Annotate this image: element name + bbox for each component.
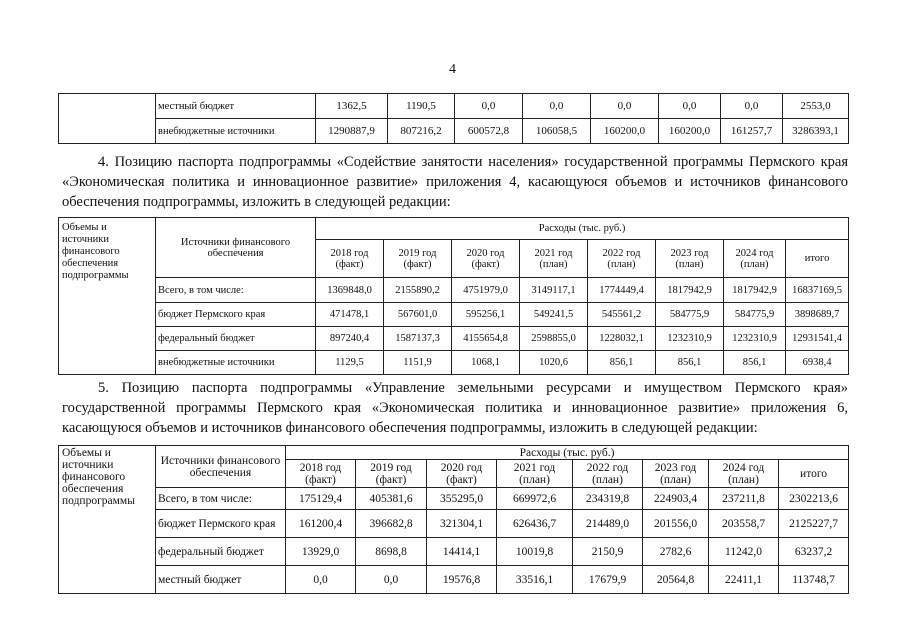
value-cell: 856,1 [588,351,656,375]
year-header: 2024 год (план) [709,460,779,488]
value-cell: 595256,1 [452,303,520,327]
empty-cell [59,94,156,144]
value-cell: 237211,8 [709,488,779,510]
value-cell: 17679,9 [573,566,643,594]
source-cell: Всего, в том числе: [156,488,286,510]
year-header: 2021 год (план) [520,240,588,278]
value-cell: 3149117,1 [520,278,588,303]
value-cell: 2125227,7 [779,510,849,538]
value-cell: 4155654,8 [452,327,520,351]
value-cell: 1190,5 [388,94,455,119]
value-cell: 175129,4 [286,488,356,510]
value-cell: 355295,0 [427,488,497,510]
value-cell: 2782,6 [643,538,709,566]
value-cell: 4751979,0 [452,278,520,303]
value-cell: 897240,4 [316,327,384,351]
year-header: 2022 год (план) [573,460,643,488]
value-cell: 0,0 [659,94,721,119]
year-header: 2020 год (факт) [452,240,520,278]
value-cell: 3286393,1 [783,119,849,144]
value-cell: 11242,0 [709,538,779,566]
year-header: 2024 год (план) [724,240,786,278]
source-cell: бюджет Пермского края [156,303,316,327]
value-cell: 161257,7 [721,119,783,144]
paragraph-5: 5. Позицию паспорта подпрограммы «Управление земельными ресурсами и имуществом Пермского края» государственной программы Пермского края «Экономическая политика и инновационное развитие» приложения 6, касающуюся объемов и источников финансового обеспечения подпрограммы, изложить в следующей редакции: [62,380,848,436]
value-cell: 14414,1 [427,538,497,566]
value-cell: 0,0 [591,94,659,119]
value-cell: 2598855,0 [520,327,588,351]
value-cell: 22411,1 [709,566,779,594]
value-cell: 19576,8 [427,566,497,594]
continued-funding-table [58,93,849,144]
value-cell: 405381,6 [356,488,427,510]
value-cell: 321304,1 [427,510,497,538]
value-cell: 549241,5 [520,303,588,327]
volumes-header: Объемы и источники финансового обеспечения подпрограммы [59,446,156,594]
value-cell: 1290887,9 [316,119,388,144]
value-cell: 2155890,2 [384,278,452,303]
value-cell: 471478,1 [316,303,384,327]
value-cell: 13929,0 [286,538,356,566]
value-cell: 160200,0 [659,119,721,144]
value-cell: 1362,5 [316,94,388,119]
value-cell: 1129,5 [316,351,384,375]
value-cell: 33516,1 [497,566,573,594]
value-cell: 807216,2 [388,119,455,144]
table-row [59,510,849,538]
source-cell: внебюджетные источники [156,351,316,375]
value-cell: 1232310,9 [724,327,786,351]
year-header: 2019 год (факт) [356,460,427,488]
expenses-header: Расходы (тыс. руб.) [316,218,849,240]
table-row [59,303,849,327]
funding-table-4 [58,217,849,375]
value-cell: 2150,9 [573,538,643,566]
value-cell: 234319,8 [573,488,643,510]
value-cell: 63237,2 [779,538,849,566]
source-cell: федеральный бюджет [156,327,316,351]
expenses-header: Расходы (тыс. руб.) [286,446,849,460]
value-cell: 1587137,3 [384,327,452,351]
value-cell: 567601,0 [384,303,452,327]
year-header: 2018 год (факт) [316,240,384,278]
value-cell: 584775,9 [656,303,724,327]
source-cell: внебюджетные источники [156,119,316,144]
value-cell: 20564,8 [643,566,709,594]
value-cell: 203558,7 [709,510,779,538]
value-cell: 2302213,6 [779,488,849,510]
value-cell: 8698,8 [356,538,427,566]
year-header: 2018 год (факт) [286,460,356,488]
volumes-header: Объемы и источники финансового обеспечения подпрограммы [59,218,156,375]
value-cell: 3898689,7 [786,303,849,327]
value-cell: 584775,9 [724,303,786,327]
value-cell: 0,0 [356,566,427,594]
value-cell: 106058,5 [523,119,591,144]
value-cell: 1817942,9 [724,278,786,303]
value-cell: 1774449,4 [588,278,656,303]
value-cell: 6938,4 [786,351,849,375]
value-cell: 856,1 [656,351,724,375]
value-cell: 1020,6 [520,351,588,375]
funding-table-5 [58,445,849,594]
value-cell: 396682,8 [356,510,427,538]
value-cell: 626436,7 [497,510,573,538]
value-cell: 214489,0 [573,510,643,538]
table-row [59,119,849,144]
year-header: 2023 год (план) [643,460,709,488]
value-cell: 0,0 [455,94,523,119]
total-header: итого [786,240,849,278]
value-cell: 113748,7 [779,566,849,594]
table-row [59,446,849,460]
value-cell: 16837169,5 [786,278,849,303]
source-cell: бюджет Пермского края [156,510,286,538]
sources-header: Источники финансового обеспечения [156,446,286,488]
value-cell: 669972,6 [497,488,573,510]
table-row [59,218,849,240]
table-row [59,538,849,566]
value-cell: 161200,4 [286,510,356,538]
value-cell: 1817942,9 [656,278,724,303]
year-header: 2023 год (план) [656,240,724,278]
value-cell: 600572,8 [455,119,523,144]
total-header: итого [779,460,849,488]
sources-header: Источники финансового обеспечения [156,218,316,278]
value-cell: 12931541,4 [786,327,849,351]
value-cell: 0,0 [721,94,783,119]
value-cell: 1151,9 [384,351,452,375]
value-cell: 1369848,0 [316,278,384,303]
value-cell: 0,0 [523,94,591,119]
table-row [59,351,849,375]
source-cell: Всего, в том числе: [156,278,316,303]
value-cell: 160200,0 [591,119,659,144]
table-row [59,566,849,594]
year-header: 2020 год (факт) [427,460,497,488]
year-header: 2022 год (план) [588,240,656,278]
source-cell: местный бюджет [156,566,286,594]
table-row [59,488,849,510]
value-cell: 1232310,9 [656,327,724,351]
value-cell: 0,0 [286,566,356,594]
page-number: 4 [449,62,456,77]
year-header: 2019 год (факт) [384,240,452,278]
value-cell: 545561,2 [588,303,656,327]
value-cell: 201556,0 [643,510,709,538]
source-cell: федеральный бюджет [156,538,286,566]
value-cell: 10019,8 [497,538,573,566]
table-row [59,94,849,119]
value-cell: 224903,4 [643,488,709,510]
value-cell: 1068,1 [452,351,520,375]
paragraph-4: 4. Позицию паспорта подпрограммы «Содействие занятости населения» государственной программы Пермского края «Экономическая политика и инновационное развитие» приложения 4, касающуюся объемов и источников финансового обеспечения подпрограммы, изложить в следующей редакции: [62,154,848,210]
value-cell: 856,1 [724,351,786,375]
value-cell: 1228032,1 [588,327,656,351]
table-row [59,327,849,351]
source-cell: местный бюджет [156,94,316,119]
table-row [59,278,849,303]
value-cell: 2553,0 [783,94,849,119]
year-header: 2021 год (план) [497,460,573,488]
